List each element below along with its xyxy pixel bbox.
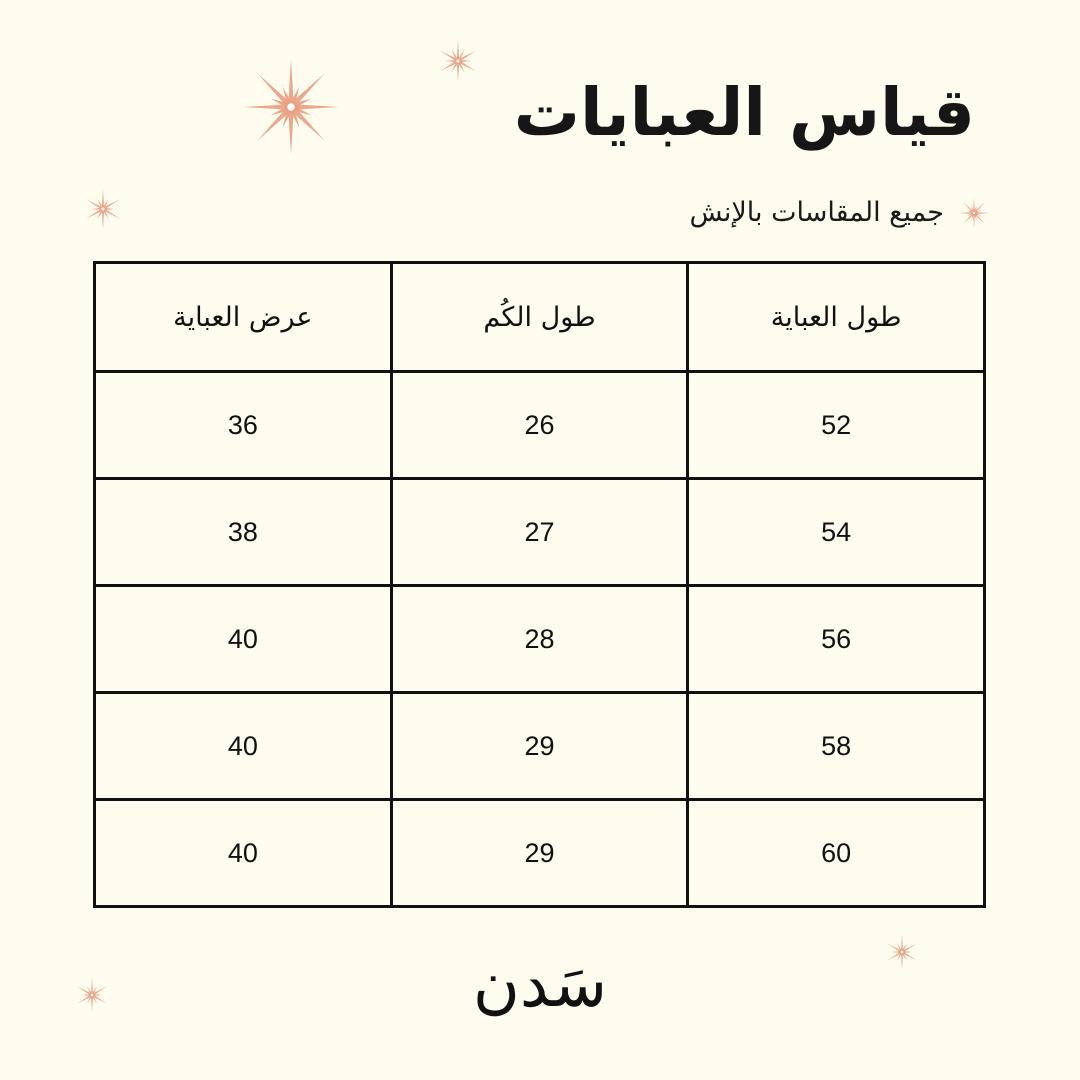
- table-row: [95, 693, 985, 800]
- page-subtitle: جميع المقاسات بالإنش: [689, 197, 944, 228]
- size-chart-table: [93, 261, 986, 908]
- table-cell: 40: [95, 800, 392, 907]
- sparkle-star-icon: [956, 195, 992, 231]
- table-header-row: [95, 263, 985, 372]
- table-row: [95, 586, 985, 693]
- table-cell: 40: [95, 586, 392, 693]
- table-cell: 54: [688, 479, 985, 586]
- table-cell: 29: [391, 800, 688, 907]
- subtitle-row: [689, 190, 992, 236]
- table-row: [95, 479, 985, 586]
- sparkle-star-icon: [434, 37, 482, 85]
- table-cell: 29: [391, 693, 688, 800]
- table-cell: 60: [688, 800, 985, 907]
- sparkle-star-icon: [80, 186, 126, 232]
- column-header-abaya-width: عرض العباية: [95, 263, 392, 372]
- table-cell: 52: [688, 372, 985, 479]
- table-cell: 36: [95, 372, 392, 479]
- table-cell: 38: [95, 479, 392, 586]
- column-header-abaya-length: طول العباية: [688, 263, 985, 372]
- table-cell: 28: [391, 586, 688, 693]
- column-header-sleeve-length: طول الكُم: [391, 263, 688, 372]
- table-cell: 40: [95, 693, 392, 800]
- table-cell: 56: [688, 586, 985, 693]
- table-cell: 27: [391, 479, 688, 586]
- table-cell: 26: [391, 372, 688, 479]
- page-title: قياس العبايات: [513, 74, 975, 151]
- brand-logo: سَدن: [472, 948, 608, 1022]
- table-row: [95, 372, 985, 479]
- sparkle-star-icon: [236, 52, 346, 162]
- table-cell: 58: [688, 693, 985, 800]
- table-row: [95, 800, 985, 907]
